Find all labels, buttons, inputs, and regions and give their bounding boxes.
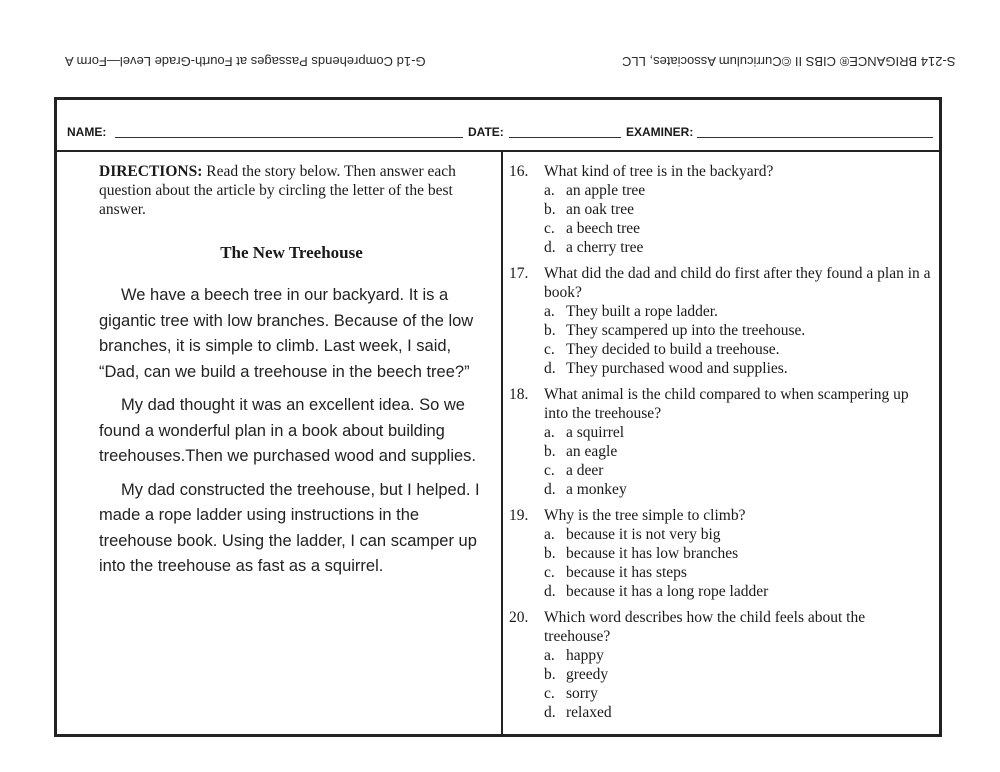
option-text: a deer [566,462,604,479]
option-letter[interactable]: c. [544,685,555,702]
option-text: an apple tree [566,182,646,199]
answer-option-18b[interactable] [544,442,934,461]
answer-option-17a[interactable] [544,302,934,321]
directions [99,162,484,219]
option-text: a beech tree [566,220,640,237]
option-text: They decided to build a treehouse. [566,341,780,358]
answer-option-18c[interactable] [544,461,934,480]
option-letter[interactable]: a. [544,424,555,441]
option-letter[interactable]: a. [544,182,555,199]
option-letter[interactable]: a. [544,647,555,664]
question-number: 18. [509,386,529,403]
option-text: because it is not very big [566,526,721,543]
option-letter[interactable]: b. [544,545,556,562]
option-letter[interactable]: c. [544,564,555,581]
answer-option-17b[interactable] [544,321,934,340]
option-letter[interactable]: c. [544,341,555,358]
option-letter[interactable]: a. [544,303,555,320]
option-text: a squirrel [566,424,625,441]
option-letter[interactable]: d. [544,704,556,721]
column-divider [501,150,503,736]
answer-option-16d[interactable] [544,238,934,257]
option-text: They built a rope ladder. [566,303,718,320]
question-text: What did the dad and child do first after they found a plan in a book? [544,265,931,301]
option-text: greedy [566,666,609,683]
answer-option-18a[interactable] [544,423,934,442]
question-16 [509,162,934,257]
worksheet-frame [54,97,942,737]
question-text: Which word describes how the child feels about the treehouse? [544,609,866,645]
story-column [99,162,484,588]
option-letter[interactable]: a. [544,526,555,543]
directions-label: DIRECTIONS: [99,163,203,180]
page-header [0,0,1000,95]
option-text: sorry [566,685,598,702]
option-text: They purchased wood and supplies. [566,360,788,377]
option-letter[interactable]: c. [544,220,555,237]
option-letter[interactable]: b. [544,443,556,460]
answer-option-18d[interactable] [544,480,934,499]
answer-option-19a[interactable] [544,525,934,544]
option-text: because it has a long rope ladder [566,583,769,600]
answer-option-16b[interactable] [544,200,934,219]
name-label: NAME: [67,125,107,139]
question-19 [509,506,934,601]
option-text: They scampered up into the treehouse. [566,322,806,339]
option-letter[interactable]: c. [544,462,555,479]
question-number: 20. [509,609,529,626]
answer-option-20c[interactable] [544,684,934,703]
option-letter[interactable]: d. [544,360,556,377]
answer-option-16a[interactable] [544,181,934,200]
option-letter[interactable]: d. [544,481,556,498]
answer-option-20d[interactable] [544,703,934,722]
question-number: 19. [509,507,529,524]
question-text: Why is the tree simple to climb? [544,507,746,524]
answer-option-20b[interactable] [544,665,934,684]
option-letter[interactable]: d. [544,239,556,256]
option-text: because it has steps [566,564,687,581]
story-paragraph-3: My dad constructed the treehouse, but I helped. I made a rope ladder using instructions in the treehouse book. Using the ladder, I can scamper up into the treehouse as fast as a squirrel. [99,480,480,575]
question-18 [509,385,934,499]
answer-option-19d[interactable] [544,582,934,601]
header-form-title: G-1d Comprehends Passages at Fourth-Grade Level—Form A [65,54,426,69]
answer-option-17c[interactable] [544,340,934,359]
question-number: 16. [509,163,529,180]
examiner-field[interactable] [697,137,933,138]
answer-option-19c[interactable] [544,563,934,582]
option-letter[interactable]: d. [544,583,556,600]
question-text: What animal is the child compared to when scampering up into the treehouse? [544,386,909,422]
option-text: relaxed [566,704,612,721]
question-20 [509,608,934,722]
examiner-label: EXAMINER: [626,125,694,139]
date-label: DATE: [468,125,504,139]
option-letter[interactable]: b. [544,666,556,683]
header-publisher: S-214 BRIGANCE® CIBS II ©Curriculum Associates, LLC [622,54,956,69]
answer-option-20a[interactable] [544,646,934,665]
answer-option-19b[interactable] [544,544,934,563]
question-number: 17. [509,265,529,282]
story-paragraph-1: We have a beech tree in our backyard. It is a gigantic tree with low branches. Because of the low branches, it is simple to climb. Last week, I said, “Dad, can we build a treehouse in the beech tree?” [99,286,474,381]
option-text: because it has low branches [566,545,739,562]
question-text: What kind of tree is in the backyard? [544,163,774,180]
option-text: a monkey [566,481,627,498]
name-field[interactable] [115,137,463,138]
story-paragraph-2: My dad thought it was an excellent idea. So we found a wonderful plan in a book about building treehouses.Then we purchased wood and supplies. [99,396,476,465]
option-text: an eagle [566,443,618,460]
question-17 [509,264,934,378]
option-letter[interactable]: b. [544,201,556,218]
questions-column [509,162,934,729]
date-field[interactable] [509,137,621,138]
directions-text: Read the story below. Then answer each question about the article by circling the letter of the best answer. [99,163,456,218]
story-title: The New Treehouse [220,243,363,262]
option-text: a cherry tree [566,239,644,256]
answer-option-16c[interactable] [544,219,934,238]
option-text: an oak tree [566,201,634,218]
option-text: happy [566,647,604,664]
student-info-row [57,100,939,152]
option-letter[interactable]: b. [544,322,556,339]
answer-option-17d[interactable] [544,359,934,378]
